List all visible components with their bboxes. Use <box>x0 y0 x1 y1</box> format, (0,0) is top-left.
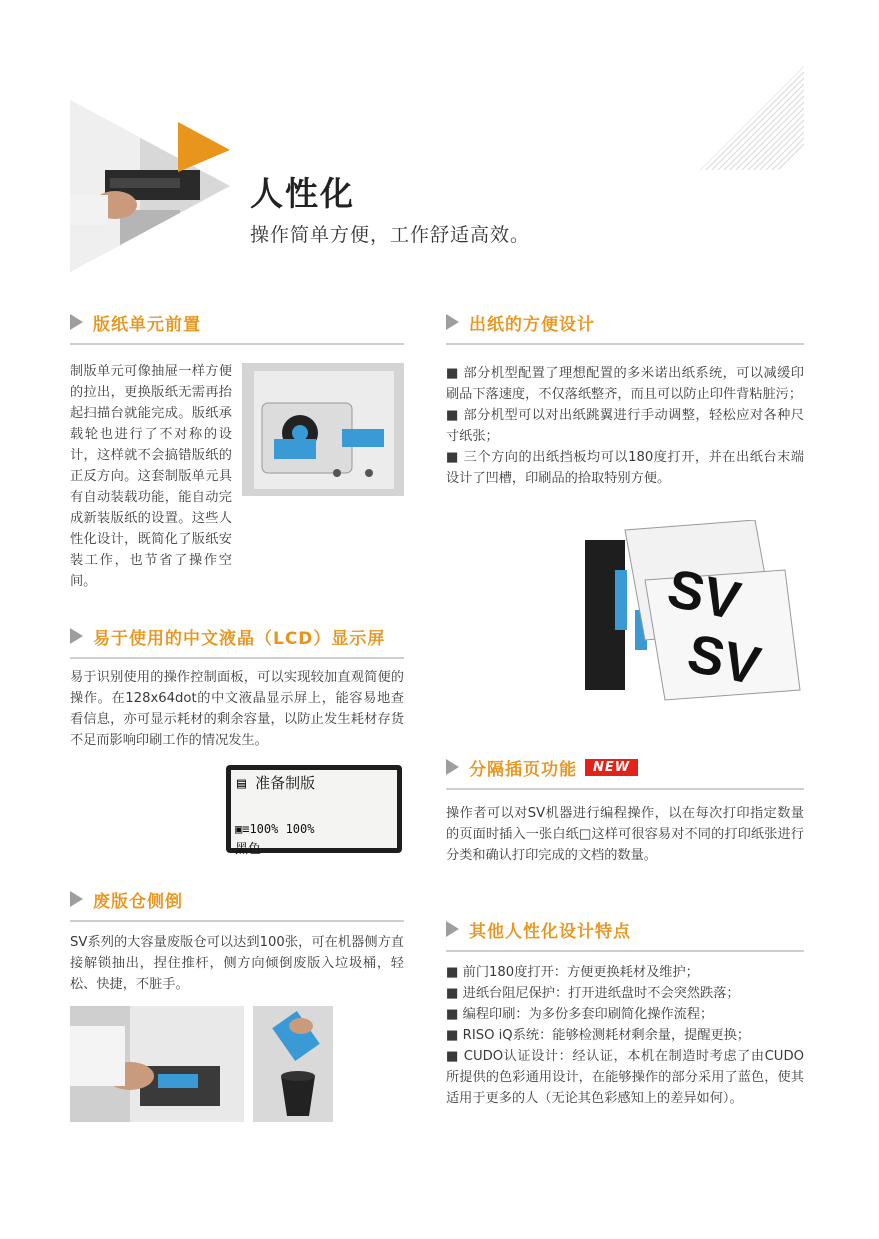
list-item: ■ CUDO认证设计：经认证，本机在制造时考虑了由CUDO所提供的色彩通用设计，在能够操作的部分采用了蓝色，使其适用于更多的人（无论其色彩感知上的差异如何）。 <box>446 1049 804 1106</box>
svg-text:SV: SV <box>662 558 746 632</box>
section-divider <box>446 788 804 790</box>
output-tray-photo <box>585 520 805 720</box>
orange-triangle-icon <box>178 122 230 172</box>
lcd-color: 黑色 <box>235 842 262 857</box>
triangle-bullet-icon <box>70 628 83 644</box>
lcd-supply-levels: ▣≡100% 100% <box>235 822 315 836</box>
list-item: ■ 编程印刷：为多份多套印刷简化操作流程； <box>446 1007 714 1022</box>
lcd-text: 易于识别使用的操作控制面板，可以实现较加直观简便的操作。在128x64dot的中文液晶显示屏上，能容易地查看信息，亦可显示耗材的剩余容量，以防止发生耗材存货不足而影响印刷工作的情况发生。 <box>70 670 404 748</box>
waste-box-photo-2 <box>253 1006 333 1122</box>
list-item: ■ RISO iQ系统：能够检测耗材剩余量，提醒更换； <box>446 1028 751 1043</box>
lcd-status: 准备制版 <box>255 774 316 792</box>
page-title: 人性化 <box>250 174 355 213</box>
decorative-stripes <box>700 66 804 170</box>
section-divider <box>446 950 804 952</box>
page-subtitle: 操作简单方便，工作舒适高效。 <box>250 224 531 246</box>
lcd-display <box>226 765 402 857</box>
section-heading: 其他人性化设计特点 <box>446 916 804 942</box>
section-heading: 易于使用的中文液晶（LCD）显示屏 <box>70 623 404 649</box>
section-other <box>446 916 804 952</box>
section-heading: 版纸单元前置 <box>70 309 404 335</box>
triangle-bullet-icon <box>70 314 83 330</box>
doc-icon: ▤ <box>237 774 247 792</box>
list-item: ■ 部分机型可以对出纸跳翼进行手动调整，轻松应对各种尺寸纸张； <box>446 408 804 444</box>
plate-unit-text: 制版单元可像抽屉一样方便的拉出，更换版纸无需再抬起扫描台就能完成。版纸承载轮也进行了不对称的设计，这样就不会搞错版纸的正反方向。这套制版单元具有自动装载功能，能自动完成新装版纸的设置。这些人性化设计，既简化了版纸安装工作，也节省了操作空间。 <box>70 364 232 589</box>
triangle-bullet-icon <box>446 314 459 330</box>
section-waste-box <box>70 886 404 922</box>
lcd-screen <box>231 770 397 857</box>
list-item: ■ 进纸台阻尼保护：打开进纸盘时不会突然跌落； <box>446 986 740 1001</box>
output-list <box>446 363 804 489</box>
triangle-bullet-icon <box>446 759 459 775</box>
interleave-text: 操作者可以对SV机器进行编程操作，以在每次打印指定数量的页面时插入一张白纸□这样可很容易对不同的打印纸张进行分类和确认打印完成的文档的数量。 <box>446 806 804 863</box>
plate-unit-photo <box>242 363 404 496</box>
ink-icon: ▣≡ <box>235 822 250 836</box>
section-heading: 出纸的方便设计 <box>446 309 804 335</box>
list-item: ■ 三个方向的出纸挡板均可以180度打开，并在出纸台末端设计了凹槽，印刷品的拾取特别方便。 <box>446 450 804 486</box>
section-interleave <box>446 754 804 790</box>
other-list <box>446 962 804 1109</box>
hero-machine-photo <box>70 100 230 272</box>
section-divider <box>70 343 404 345</box>
section-plate-unit <box>70 309 404 345</box>
section-divider <box>446 343 804 345</box>
section-divider <box>70 657 404 659</box>
triangle-bullet-icon <box>70 891 83 907</box>
svg-text:SV: SV <box>682 623 766 697</box>
section-divider <box>70 920 404 922</box>
waste-box-text: SV系列的大容量废版仓可以达到100张，可在机器侧方直接解锁抽出，捏住推杆，侧方向倾倒废版入垃圾桶，轻松、快捷，不脏手。 <box>70 935 404 992</box>
section-heading: 废版仓侧倒 <box>70 886 404 912</box>
new-badge: NEW <box>585 759 638 776</box>
list-item: ■ 前门180度打开：方便更换耗材及维护； <box>446 965 699 980</box>
list-item: ■ 部分机型配置了理想配置的多米诺出纸系统，可以减缓印刷品下落速度，不仅落纸整齐，而且可以防止印件背粘脏污； <box>446 366 804 402</box>
waste-box-photo-1 <box>70 1006 244 1122</box>
section-lcd <box>70 623 404 659</box>
triangle-bullet-icon <box>446 921 459 937</box>
section-heading: 分隔插页功能 NEW <box>446 754 804 780</box>
section-output <box>446 309 804 345</box>
